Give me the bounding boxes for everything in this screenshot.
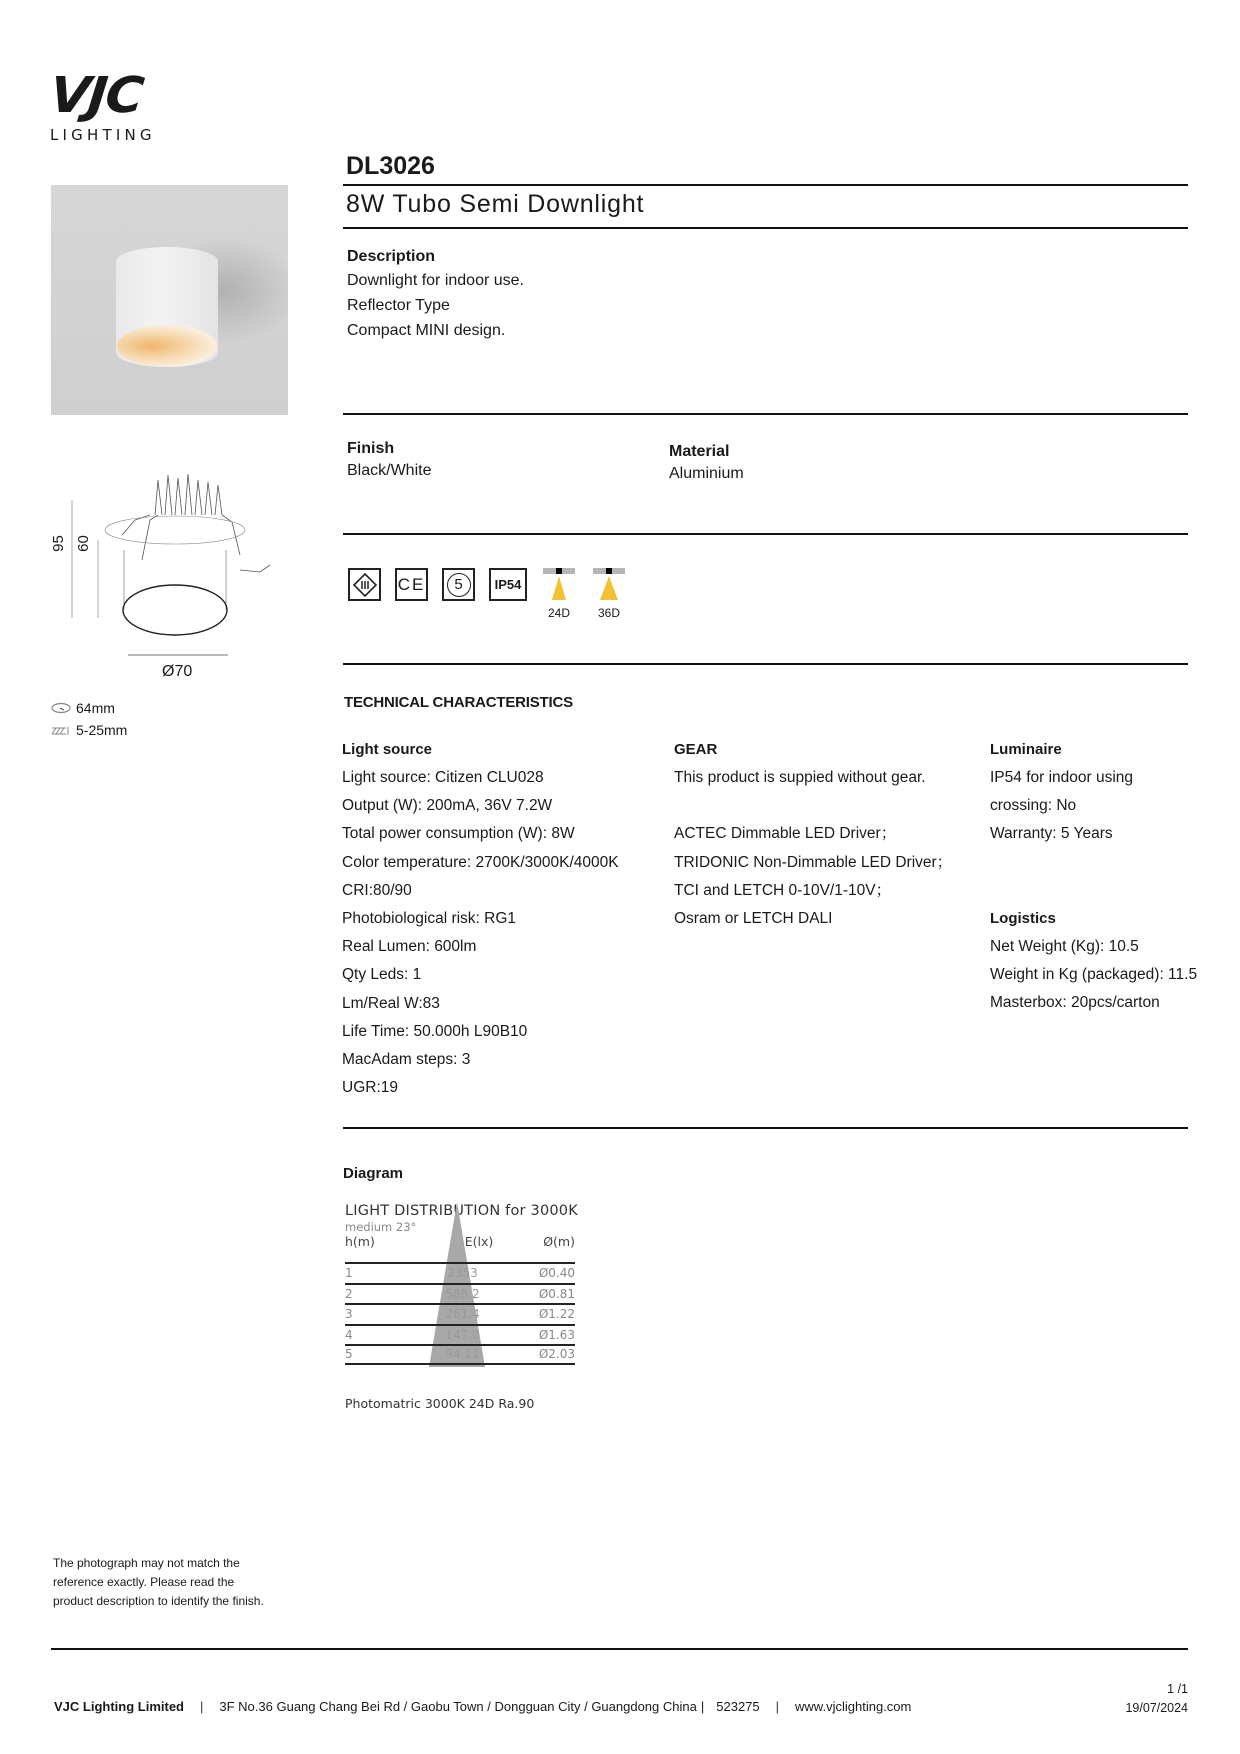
class-iii-icon (348, 568, 381, 601)
description-line: Reflector Type (347, 297, 450, 314)
spec-row: Qty Leds: 1 (342, 966, 422, 984)
brand-logo (47, 67, 170, 144)
logo-subtitle: LIGHTING (50, 126, 156, 144)
spec-row: Photobiological risk: RG1 (342, 909, 517, 927)
description-label: Description (347, 248, 436, 265)
section-divider (343, 413, 1188, 415)
light-source-label: Light source (342, 741, 433, 758)
gear-column (674, 739, 952, 936)
material-section (669, 443, 744, 486)
beam-fixture-icon (593, 568, 625, 574)
logistics-label: Logistics (990, 909, 1056, 927)
ceiling-thickness-line (51, 719, 127, 741)
beam-fixture-icon (543, 568, 575, 574)
dimension-drawing (50, 460, 300, 700)
table-row: 3 261.4 Ø1.22 (345, 1303, 575, 1324)
header-height: h(m) (345, 1234, 375, 1249)
finish-value: Black/White (347, 462, 432, 479)
light-distribution-table (345, 1203, 578, 1365)
cutout-icon (51, 702, 71, 714)
ip54-icon: IP54 (489, 568, 527, 601)
product-code: DL3026 (346, 152, 435, 180)
product-name: 8W Tubo Semi Downlight (346, 190, 645, 218)
spec-row: Real Lumen: 600lm (342, 938, 477, 956)
ceiling-thickness-value: 5-25mm (76, 722, 128, 738)
beam-cone-icon (600, 576, 618, 600)
document-date: 19/07/2024 (1125, 1701, 1188, 1715)
spec-row: Color temperature: 2700K/3000K/4000K (342, 853, 619, 871)
footer-postcode: 523275 (716, 1699, 760, 1714)
page-meta (1100, 1680, 1188, 1718)
footer (54, 1699, 911, 1714)
page-number: 1 /1 (1167, 1682, 1188, 1696)
spec-row: Life Time: 50.000h L90B10 (342, 1022, 528, 1040)
table-row: 2 588.2 Ø0.81 (345, 1283, 575, 1304)
section-divider (343, 663, 1188, 665)
cutout-line (51, 697, 127, 719)
spec-row: Total power consumption (W): 8W (342, 825, 575, 843)
warranty-5-years-icon: 5 (442, 568, 475, 601)
spec-row: TCI and LETCH 0-10V/1-10V； (674, 881, 892, 899)
diagram-caption: Photomatric 3000K 24D Ra.90 (345, 1396, 535, 1411)
section-divider (343, 1127, 1188, 1129)
spec-row: UGR:19 (342, 1079, 398, 1097)
technical-title: TECHNICAL CHARACTERISTICS (344, 694, 573, 711)
dimension-total-height: 95 (49, 535, 67, 552)
cutout-value: 64mm (76, 700, 115, 716)
spec-row: CRI:80/90 (342, 881, 412, 899)
spec-row: Light source: Citizen CLU028 (342, 769, 544, 786)
light-source-column (342, 739, 619, 1105)
ceiling-thickness-icon (51, 724, 71, 736)
finish-label: Finish (347, 440, 395, 457)
beam-angle-36d: 36D (591, 568, 627, 620)
spec-row: Masterbox: 20pcs/carton (990, 993, 1160, 1011)
table-row: 4 147.0 Ø1.63 (345, 1324, 575, 1345)
spec-row-spacer (990, 852, 1197, 908)
material-label: Material (669, 443, 730, 460)
spec-row: Warranty: 5 Years (990, 825, 1113, 843)
diagram-label: Diagram (343, 1165, 404, 1182)
spec-row: ACTEC Dimmable LED Driver； (674, 825, 897, 843)
footer-separator: | (775, 1699, 780, 1714)
spec-row: Lm/Real W:83 (342, 994, 440, 1012)
spec-row: IP54 for indoor using (990, 769, 1134, 786)
spec-row: MacAdam steps: 3 (342, 1050, 471, 1068)
luminaire-column (990, 739, 1197, 1020)
spec-row: crossing: No (990, 797, 1077, 815)
ce-mark-icon: CE (395, 568, 428, 601)
spec-row: TRIDONIC Non-Dimmable LED Driver； (674, 853, 953, 871)
dimension-body-height: 60 (74, 535, 92, 552)
table-header (345, 1234, 575, 1249)
beam-cone-icon (552, 576, 566, 600)
footer-company: VJC Lighting Limited (54, 1699, 184, 1714)
gear-label: GEAR (674, 741, 718, 758)
section-divider (343, 533, 1188, 535)
spec-row: Weight in Kg (packaged): 11.5 (990, 965, 1198, 983)
spec-row: Osram or LETCH DALI (674, 909, 833, 927)
table-row: 5 94.11 Ø2.03 (345, 1344, 575, 1365)
spec-row: This product is suppied without gear. (674, 769, 926, 786)
finish-section (347, 440, 431, 483)
footer-separator: | (200, 1699, 204, 1714)
footer-separator: | (700, 1699, 705, 1714)
luminaire-label: Luminaire (990, 741, 1062, 758)
photo-downlight-reflector (117, 325, 217, 367)
footer-website[interactable]: www.vjclighting.com (795, 1699, 912, 1714)
spec-row: Output (W): 200mA, 36V 7.2W (342, 797, 553, 815)
material-value: Aluminium (669, 465, 744, 482)
light-distribution-title: LIGHT DISTRIBUTION for 3000K (345, 1203, 578, 1219)
logo-mark: VJC (47, 67, 145, 125)
certification-icons (348, 568, 627, 620)
spec-row: Net Weight (Kg): 10.5 (990, 937, 1139, 955)
subtitle-divider (343, 227, 1188, 229)
table-row: 1 2353 Ø0.40 (345, 1262, 575, 1283)
header-illuminance: E(lx) (464, 1234, 494, 1249)
dimension-diameter: Ø70 (162, 663, 193, 680)
beam-angle-24d: 24D (541, 568, 577, 620)
footer-divider (51, 1648, 1188, 1650)
title-divider (343, 184, 1188, 186)
description-line: Compact MINI design. (347, 322, 506, 339)
beam-description: medium 23° (345, 1220, 417, 1234)
photo-disclaimer: The photograph may not match the reference exactly. Please read the product description to identify the finish. (53, 1556, 264, 1608)
header-diameter: Ø(m) (543, 1234, 575, 1249)
footer-address: 3F No.36 Guang Chang Bei Rd / Gaobu Town / Dongguan City / Guangdong China (219, 1699, 697, 1714)
mounting-info (51, 697, 127, 741)
description-section (347, 248, 524, 343)
distribution-rows (345, 1262, 575, 1365)
product-photo (51, 185, 288, 415)
description-line: Downlight for indoor use. (347, 272, 524, 289)
spec-row-spacer (674, 795, 952, 823)
